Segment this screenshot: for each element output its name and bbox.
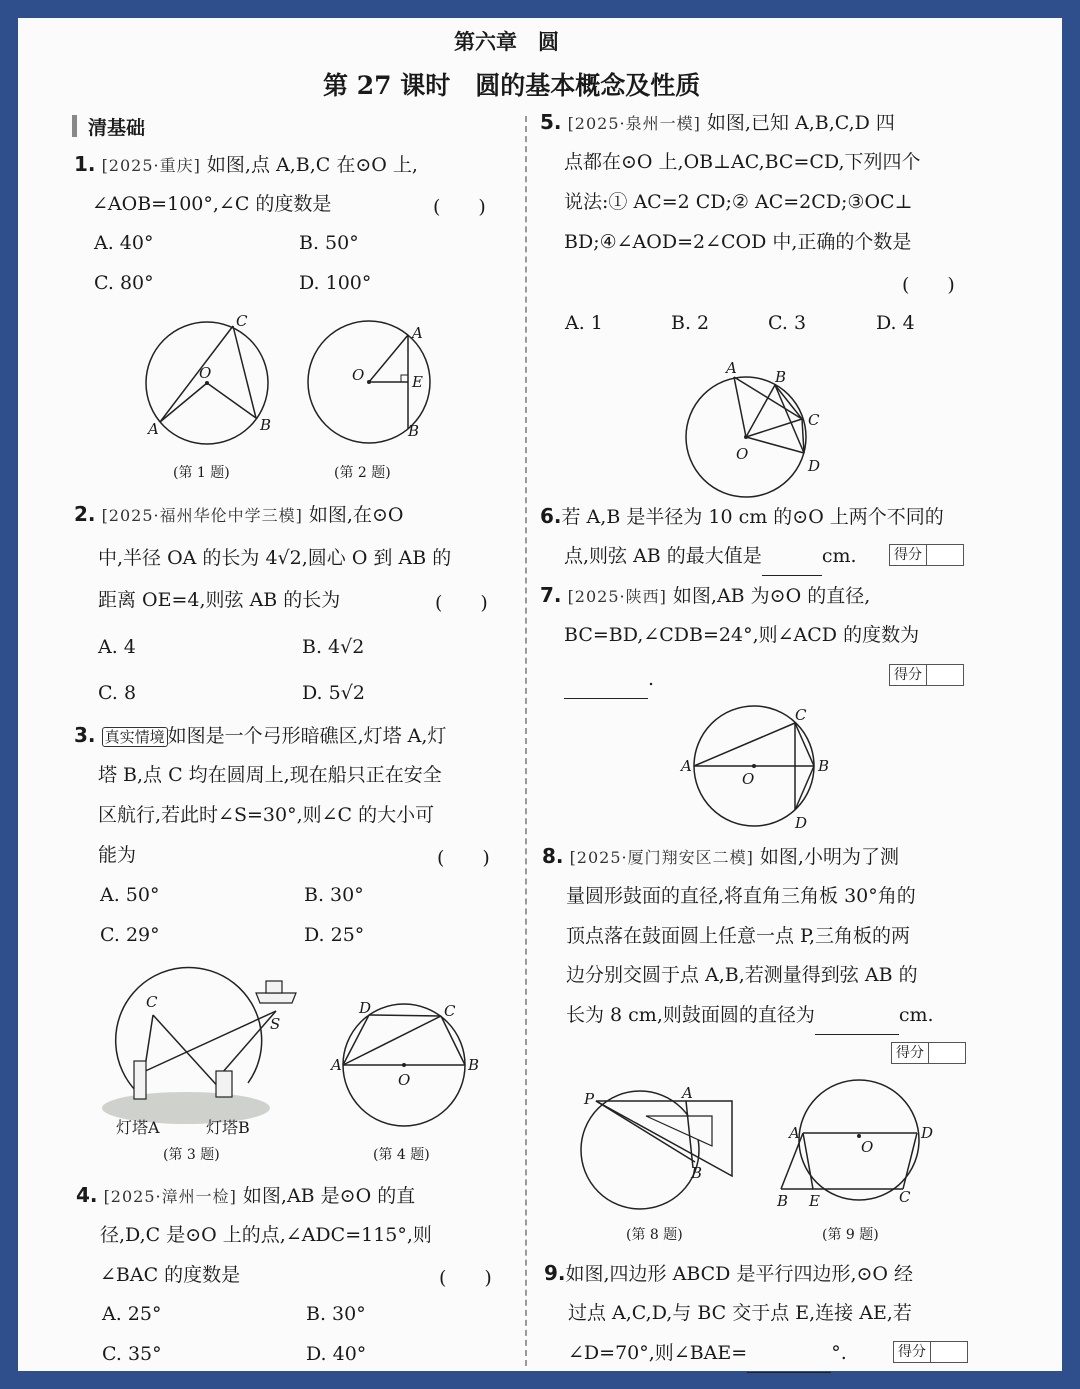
fig9-label-c: C: [899, 1188, 911, 1206]
q4-option-b: B. 30°: [306, 1303, 366, 1325]
q7-line3: .: [564, 659, 654, 699]
q8-line5: 长为 8 cm,则鼓面圆的直径为 cm.: [566, 995, 934, 1035]
fig5-label-c: C: [808, 411, 820, 429]
q5-option-c: C. 3: [768, 312, 807, 334]
chapter-title: 第六章 圆: [454, 30, 559, 54]
worksheet-page: [18, 18, 1062, 1371]
q6-number: 6.: [540, 504, 562, 528]
q9-line3: ∠D=70°,则∠BAE= °.: [568, 1333, 847, 1373]
fig4-label-o: O: [398, 1071, 411, 1089]
q5-line3: 说法:① AC=2 CD;② AC=2CD;③OC⊥: [564, 191, 913, 213]
q6-answer-blank[interactable]: [762, 557, 822, 576]
section-title: 清基础: [88, 117, 146, 139]
q3-option-a: A. 50°: [100, 884, 160, 906]
q3-number: 3.: [74, 723, 96, 747]
q3-line2: 塔 B,点 C 均在圆周上,现在船只正在安全: [98, 764, 442, 786]
q6-line2: 点,则弦 AB 的最大值是 cm.: [564, 536, 857, 576]
fig8-caption: (第 8 题): [626, 1227, 683, 1243]
q5-option-d: D. 4: [876, 312, 915, 334]
q7-source: [2025·陕西]: [567, 587, 667, 606]
q5-source: [2025·泉州一模]: [567, 114, 701, 133]
q3-line1: 3. 真实情境 如图是一个弓形暗礁区,灯塔 A,灯: [74, 723, 447, 747]
q5-option-a: A. 1: [565, 312, 603, 334]
q9-score-box[interactable]: 得分: [893, 1341, 968, 1363]
fig3-label-lighthouse-b: 灯塔B: [206, 1118, 250, 1137]
fig3-label-lighthouse-a: 灯塔A: [116, 1118, 160, 1137]
q2-line2: 中,半径 OA 的长为 4√2,圆心 O 到 AB 的: [98, 547, 452, 569]
q5-line1: 5. [2025·泉州一模] 如图,已知 A,B,C,D 四: [540, 110, 895, 134]
figure-1: [128, 312, 308, 458]
q7-line2: BC=BD,∠CDB=24°,则∠ACD 的度数为: [564, 624, 920, 646]
q7-number: 7.: [540, 583, 562, 607]
q8-answer-blank[interactable]: [815, 1016, 899, 1035]
q6-line1: 6.若 A,B 是半径为 10 cm 的⊙O 上两个不同的: [540, 504, 944, 528]
q2-answer-paren[interactable]: ( ): [435, 592, 488, 614]
q1-number: 1.: [74, 152, 96, 176]
q2-number: 2.: [74, 502, 96, 526]
q9-number: 9.: [544, 1261, 566, 1285]
q6-score-box[interactable]: 得分: [889, 544, 964, 566]
q3-context-tag: 真实情境: [102, 727, 168, 747]
fig5-label-o: O: [736, 445, 749, 463]
q1-line1: 1. [2025·重庆] 如图,点 A,B,C 在⊙O 上,: [74, 152, 418, 176]
fig4-label-b: B: [468, 1056, 480, 1074]
lesson-title: 第 27 课时 圆的基本概念及性质: [323, 71, 701, 100]
q3-option-d: D. 25°: [304, 924, 365, 946]
fig7-label-a: A: [681, 757, 692, 775]
figure-9: [773, 1078, 953, 1218]
q2-option-d: D. 5√2: [302, 682, 365, 704]
fig1-caption: (第 1 题): [173, 465, 230, 481]
fig8-label-b: B: [691, 1164, 703, 1182]
fig4-label-d: D: [359, 999, 372, 1017]
q8-line4: 边分别交圆于点 A,B,若测量得到弦 AB 的: [566, 964, 918, 986]
fig8-label-p: P: [584, 1090, 595, 1108]
q5-line2: 点都在⊙O 上,OB⊥AC,BC=CD,下列四个: [564, 151, 921, 173]
q4-source: [2025·漳州一检]: [103, 1187, 237, 1206]
fig7-label-o: O: [742, 770, 755, 788]
q2-option-b: B. 4√2: [302, 636, 365, 658]
q1-option-b: B. 50°: [299, 232, 359, 254]
q1-line2: ∠AOB=100°,∠C 的度数是: [92, 193, 332, 215]
q4-answer-paren[interactable]: ( ): [439, 1267, 492, 1289]
q1-option-a: A. 40°: [94, 232, 154, 254]
q8-line1: 8. [2025·厦门翔安区二模] 如图,小明为了测: [542, 844, 899, 868]
fig7-label-b: B: [818, 757, 830, 775]
q5-line4: BD;④∠AOD=2∠COD 中,正确的个数是: [564, 231, 912, 253]
q9-line1: 9.如图,四边形 ABCD 是平行四边形,⊙O 经: [544, 1261, 914, 1285]
q9-line2: 过点 A,C,D,与 BC 交于点 E,连接 AE,若: [568, 1302, 912, 1324]
q5-answer-paren[interactable]: ( ): [902, 274, 955, 296]
fig7-label-c: C: [795, 706, 807, 724]
q2-line1: 2. [2025·福州华伦中学三模] 如图,在⊙O: [74, 502, 404, 526]
q8-source: [2025·厦门翔安区二模]: [569, 848, 754, 867]
fig8-label-a: A: [682, 1084, 693, 1102]
fig1-label-o: O: [199, 364, 212, 382]
q3-answer-paren[interactable]: ( ): [437, 847, 490, 869]
q7-line1: 7. [2025·陕西] 如图,AB 为⊙O 的直径,: [540, 583, 871, 607]
fig4-label-c: C: [444, 1002, 456, 1020]
q7-score-box[interactable]: 得分: [889, 664, 964, 686]
q9-answer-blank[interactable]: [747, 1354, 831, 1373]
fig2-caption: (第 2 题): [334, 465, 391, 481]
fig3-label-s: S: [270, 1015, 281, 1033]
q2-option-c: C. 8: [98, 682, 137, 704]
fig7-label-d: D: [795, 814, 808, 832]
q8-score-box[interactable]: 得分: [891, 1042, 966, 1064]
q3-line3: 区航行,若此时∠S=30°,则∠C 的大小可: [98, 804, 435, 826]
fig4-caption: (第 4 题): [373, 1147, 430, 1163]
q8-line2: 量圆形鼓面的直径,将直角三角板 30°角的: [566, 885, 916, 907]
fig5-label-b: B: [775, 368, 787, 386]
fig2-label-b: B: [408, 422, 420, 440]
fig2-label-o: O: [352, 366, 365, 384]
fig3-caption: (第 3 题): [163, 1147, 220, 1163]
fig1-label-a: A: [148, 420, 159, 438]
q2-source: [2025·福州华伦中学三模]: [101, 506, 303, 525]
q4-option-c: C. 35°: [102, 1343, 162, 1365]
q7-answer-blank[interactable]: [564, 680, 648, 699]
q4-number: 4.: [76, 1183, 98, 1207]
fig1-label-c: C: [236, 312, 248, 330]
section-bar: [72, 115, 77, 137]
fig2-label-a: A: [412, 324, 423, 342]
fig3-label-c: C: [146, 993, 158, 1011]
figure-4: [328, 999, 488, 1143]
fig9-label-e: E: [809, 1192, 820, 1210]
fig9-label-o: O: [861, 1138, 874, 1156]
column-divider: [525, 116, 527, 1366]
figure-2: [304, 318, 444, 458]
q5-number: 5.: [540, 110, 562, 134]
q3-line4: 能为: [98, 844, 137, 866]
figure-5: [678, 353, 828, 503]
q3-option-c: C. 29°: [100, 924, 160, 946]
fig9-label-b: B: [777, 1192, 789, 1210]
q4-option-a: A. 25°: [102, 1303, 162, 1325]
fig4-label-a: A: [331, 1056, 342, 1074]
q8-number: 8.: [542, 844, 564, 868]
fig5-label-d: D: [808, 457, 821, 475]
q1-option-c: C. 80°: [94, 272, 154, 294]
q4-line3: ∠BAC 的度数是: [100, 1264, 241, 1286]
q2-line3: 距离 OE=4,则弦 AB 的长为: [98, 589, 341, 611]
fig9-label-d: D: [921, 1124, 934, 1142]
figure-7: [678, 704, 838, 844]
q1-option-d: D. 100°: [299, 272, 372, 294]
fig5-label-a: A: [726, 359, 737, 377]
q1-source: [2025·重庆]: [101, 156, 201, 175]
figure-3: [98, 963, 308, 1137]
q5-option-b: B. 2: [671, 312, 710, 334]
fig2-label-e: E: [412, 373, 423, 391]
q2-option-a: A. 4: [98, 636, 136, 658]
q4-line2: 径,D,C 是⊙O 上的点,∠ADC=115°,则: [100, 1224, 432, 1246]
fig9-caption: (第 9 题): [822, 1227, 879, 1243]
q8-line3: 顶点落在鼓面圆上任意一点 P,三角板的两: [566, 925, 911, 947]
q4-option-d: D. 40°: [306, 1343, 367, 1365]
q1-answer-paren[interactable]: ( ): [433, 196, 486, 218]
q3-option-b: B. 30°: [304, 884, 364, 906]
q4-line1: 4. [2025·漳州一检] 如图,AB 是⊙O 的直: [76, 1183, 416, 1207]
fig9-label-a: A: [789, 1124, 800, 1142]
figure-8: [578, 1084, 748, 1224]
fig1-label-b: B: [260, 416, 272, 434]
